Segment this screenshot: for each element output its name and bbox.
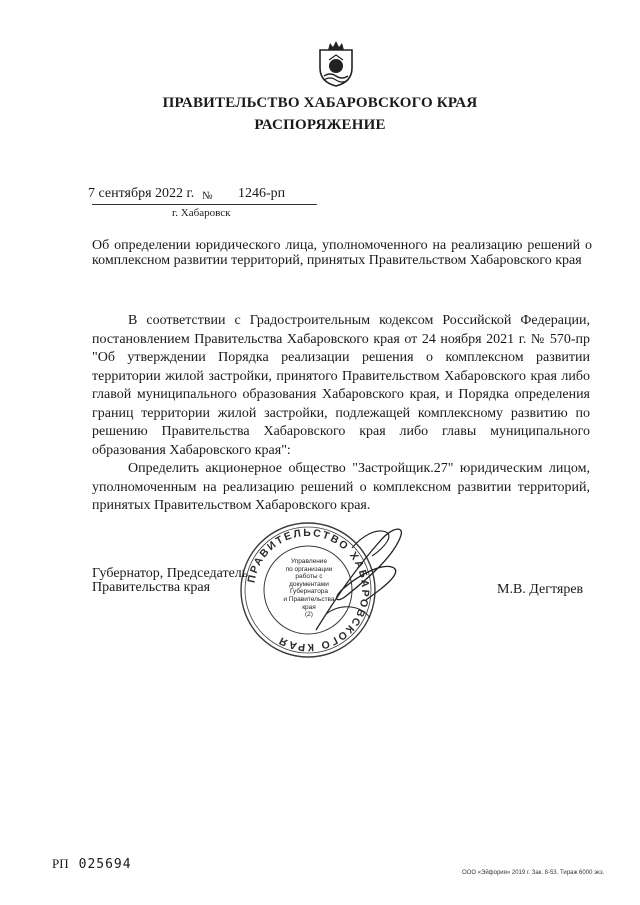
signatory-position <box>92 567 248 595</box>
government-title: ПРАВИТЕЛЬСТВО ХАБАРОВСКОГО КРАЯ <box>162 95 478 111</box>
handwritten-signature <box>296 518 416 638</box>
seal-line: края <box>302 603 316 611</box>
signatory-position-line-1: Губернатор, Председатель <box>92 566 249 581</box>
number-sign: № <box>202 190 213 202</box>
signatory-name: М.В. Дегтярев <box>497 582 584 597</box>
seal-line: работы с документами <box>289 573 329 588</box>
seal-line: (2) <box>305 611 313 619</box>
date-underline <box>92 204 317 205</box>
seal-line: Губернатора <box>289 588 329 596</box>
printer-note: ООО «Эйфория» 2019 г. Зак. 8-53. Тираж 6000 экз. <box>462 870 605 876</box>
document-city: г. Хабаровск <box>172 207 231 219</box>
document-number: 1246-рп <box>238 186 286 201</box>
document-date: 7 сентября 2022 г. <box>88 186 195 201</box>
form-serial <box>52 856 132 872</box>
serial-number: 025694 <box>78 857 132 872</box>
body-paragraph-1: В соответствии с Градостроительным кодексом Российской Федерации, постановлением Правительства Хабаровского края от 24 ноября 2021 г. № 570-пр "Об утверждении Порядка реализации решения о комплексном развитии территории жилой застройки, принятого Правительством Хабаровского края либо главой муниципального образования Хабаровского края, и Порядка определения границ территории жилой застройки, подлежащей комплексному развитию по решению Правительства Хабаровского края либо главы муниципального образования Хабаровского края": <box>92 313 590 458</box>
body-paragraph-2: Определить акционерное общество "Застройщик.27" юридическим лицом, уполномоченным на реализацию решений о комплексном развитии территорий, принятых Правительством Хабаровского края. <box>92 461 590 513</box>
serial-prefix: РП <box>52 856 69 871</box>
signatory-position-line-2: Правительства края <box>92 580 211 595</box>
document-subject: Об определении юридического лица, уполномоченного на реализацию решений о комплексном развитии территорий, принятых Правительством Хабаровского края <box>92 238 592 268</box>
seal-line: и Правительства <box>283 595 335 603</box>
document-type-title: РАСПОРЯЖЕНИЕ <box>254 117 386 133</box>
document-body <box>92 312 590 516</box>
document-date-number-line <box>88 186 328 204</box>
seal-line: по организации <box>285 565 333 573</box>
coat-of-arms-emblem <box>316 40 356 88</box>
seal-ring-text: ПРАВИТЕЛЬСТВО ХАБАРОВСКОГО КРАЯ <box>245 526 372 654</box>
seal-line: Управление <box>290 558 328 565</box>
